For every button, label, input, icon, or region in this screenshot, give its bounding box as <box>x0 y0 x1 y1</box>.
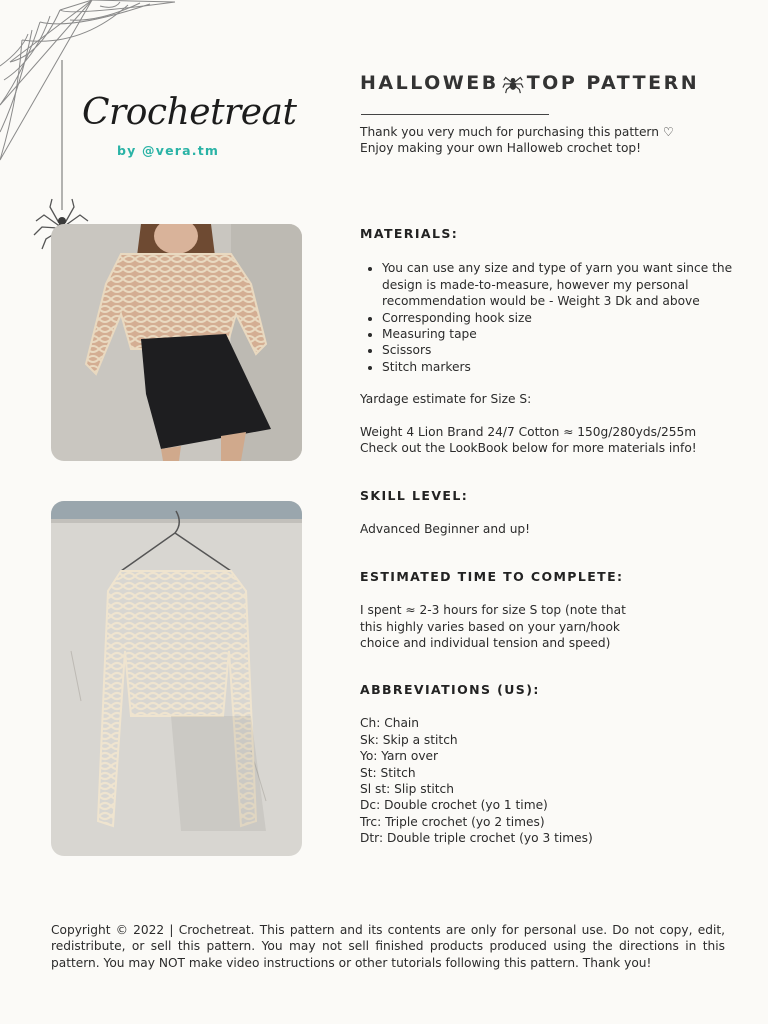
time-heading: ESTIMATED TIME TO COMPLETE: <box>360 569 624 584</box>
materials-heading: MATERIALS: <box>360 226 459 241</box>
list-item: • Measuring tape <box>382 326 740 342</box>
abbreviation-item: St: Stitch <box>360 765 416 780</box>
time-line: I spent ≈ 2-3 hours for size S top (note that <box>360 603 626 618</box>
abbreviations-heading: ABBREVIATIONS (US): <box>360 682 540 697</box>
abbreviation-item: Sk: Skip a stitch <box>360 732 458 747</box>
skill-text: Advanced Beginner and up! <box>360 522 531 537</box>
title-part-1: HALLOWEB <box>360 72 499 94</box>
time-section <box>360 569 740 652</box>
yardage-label: Yardage estimate for Size S: <box>360 392 532 407</box>
skill-section <box>360 488 740 538</box>
materials-list <box>360 260 740 375</box>
time-line: this highly varies based on your yarn/hook <box>360 619 620 634</box>
abbreviation-item: Ch: Chain <box>360 716 420 731</box>
list-item: • Corresponding hook size <box>382 310 740 326</box>
title-part-2: TOP PATTERN <box>526 72 700 94</box>
page-title <box>360 72 699 94</box>
intro-line: Thank you very much for purchasing this pattern ♡ <box>360 125 674 139</box>
spider-icon <box>502 72 524 94</box>
materials-section <box>360 226 740 456</box>
yardage-line: Weight 4 Lion Brand 24/7 Cotton ≈ 150g/280yds/255m <box>360 424 697 439</box>
abbreviation-item: Yo: Yarn over <box>360 749 439 764</box>
copyright-footer: Copyright © 2022 | Crochetreat. This pattern and its contents are only for personal use. Do not copy, edit, redistribute, or sell this pattern. You may not sell finished products produced using the directions in this pattern. You may NOT make video instructions or other tutorials following this pattern. Thank you! <box>51 923 725 970</box>
time-line: choice and individual tension and speed) <box>360 636 611 651</box>
brand-logo: Crochetreat <box>82 92 297 133</box>
yardage-line: Check out the LookBook below for more materials info! <box>360 441 697 456</box>
abbreviation-item: Dc: Double crochet (yo 1 time) <box>360 798 548 813</box>
skill-heading: SKILL LEVEL: <box>360 488 469 503</box>
list-item: • Scissors <box>382 342 740 358</box>
intro-text <box>360 124 740 157</box>
intro-line: Enjoy making your own Halloweb crochet top! <box>360 141 642 156</box>
abbreviation-item: Trc: Triple crochet (yo 2 times) <box>360 814 545 829</box>
hanging-top-photo <box>51 501 302 856</box>
model-photo <box>51 224 302 461</box>
list-item: • Stitch markers <box>382 359 740 375</box>
abbreviations-section <box>360 682 740 847</box>
list-item: • You can use any size and type of yarn you want since the design is made-to-measure, however my personal recommendation would be - Weight 3 Dk and above <box>382 260 740 309</box>
title-divider <box>361 114 549 115</box>
abbreviation-item: Sl st: Slip stitch <box>360 782 454 797</box>
abbreviation-item: Dtr: Double triple crochet (yo 3 times) <box>360 831 593 846</box>
brand-byline: by @vera.tm <box>117 143 220 158</box>
